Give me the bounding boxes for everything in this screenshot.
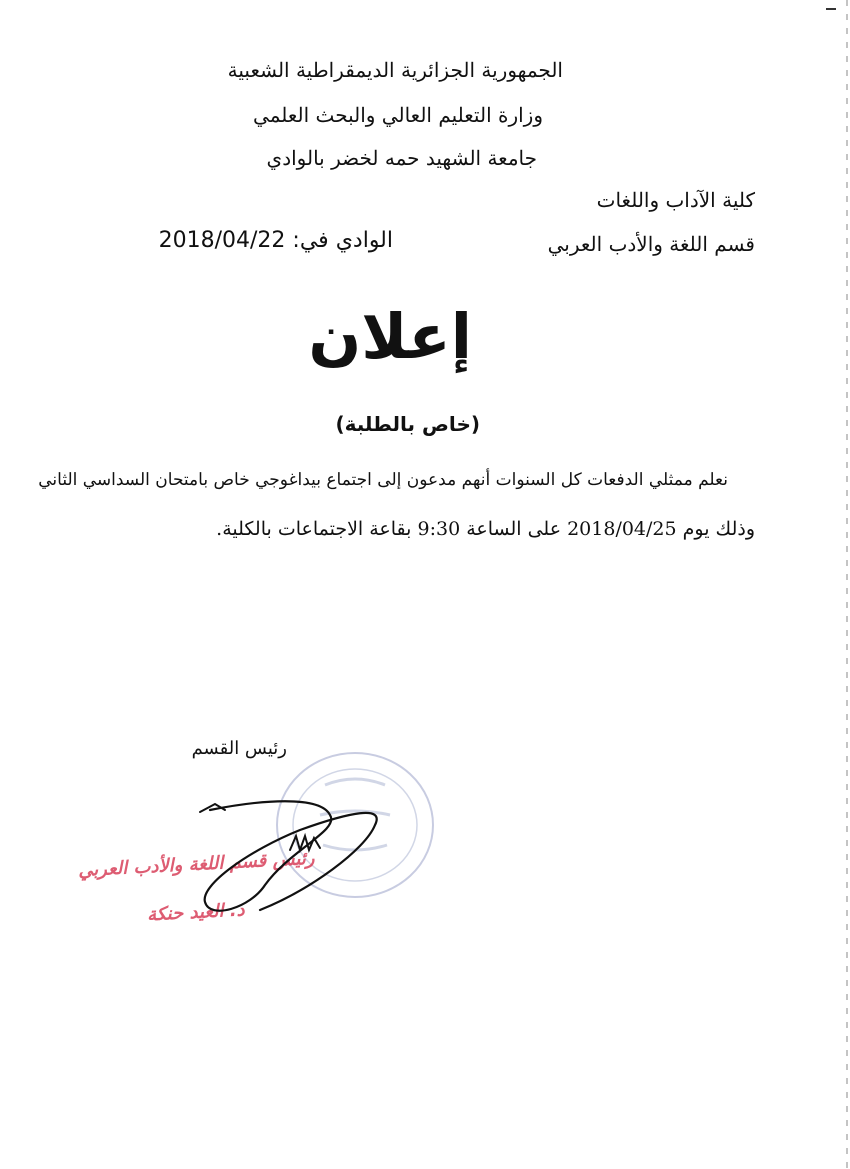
place-date: الوادي في: 2018/04/22 [158,228,393,253]
header-university: جامعة الشهيد حمه لخضر بالوادي [266,146,537,170]
body-line-2: وذلك يوم 2018/04/25 على الساعة 9:30 بقاعة الاجتماعات بالكلية. [216,518,755,540]
scan-edge [846,0,848,1169]
header-ministry: وزارة التعليم العالي والبحث العلمي [253,103,543,127]
handwritten-signature [170,790,400,930]
page-title: إعلان [308,300,472,373]
department-name: قسم اللغة والأدب العربي [547,232,755,256]
faculty-name: كلية الآداب واللغات [596,188,755,212]
signature-role: رئيس القسم [191,738,287,759]
stamp-line-1: رئيس قسم اللغة والأدب العربي [78,847,316,882]
body-line-1: نعلم ممثلي الدفعات كل السنوات أنهم مدعون إلى اجتماع بيداغوجي خاص بامتحان السداسي الثاني [38,470,728,490]
header-republic: الجمهورية الجزائرية الديمقراطية الشعبية [227,58,563,82]
scan-mark [826,8,836,10]
page-subtitle: (خاص بالطلبة) [335,412,480,436]
stamp-line-2: د. العيد حنكة [146,899,246,926]
